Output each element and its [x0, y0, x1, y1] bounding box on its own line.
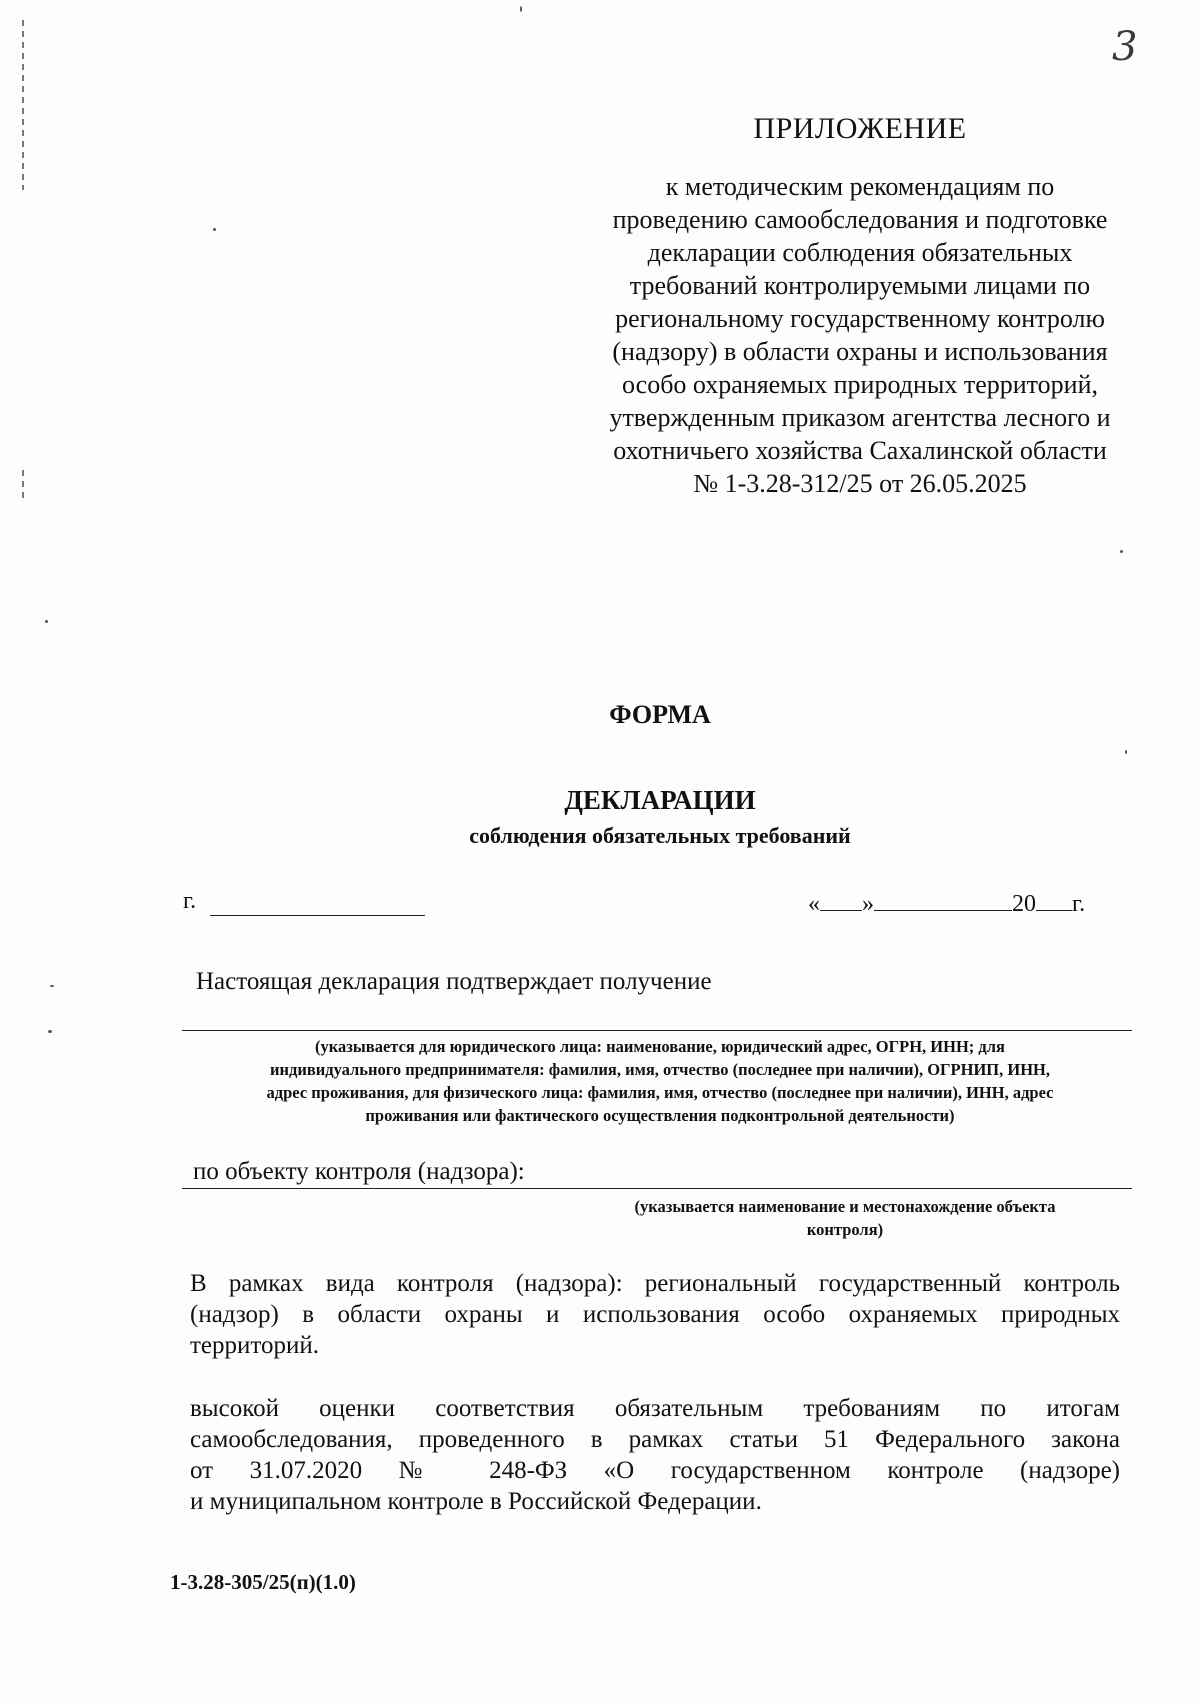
recipient-hint-line: индивидуального предпринимателя: фамилия, имя, отчество (последнее при наличии), ОГРНИП, ИНН,: [269, 1060, 1051, 1079]
date-field-row: [808, 888, 1085, 918]
page-number: 3: [1112, 24, 1138, 70]
object-hint-line: контроля): [806, 1220, 884, 1239]
appendix-line: региональному государственному контролю: [615, 304, 1105, 333]
appendix-line: (надзору) в области охраны и использования: [612, 337, 1108, 366]
declaration-subtitle: соблюдения обязательных требований: [469, 823, 851, 848]
paragraph-line: самообследования, проведенного в рамках статьи 51 Федерального закона: [190, 1426, 1120, 1453]
form-title: ФОРМА: [609, 700, 711, 729]
binder-marks: [22, 20, 24, 190]
recipient-hint: [190, 1035, 1130, 1127]
object-hint-line: (указывается наименование и местонахождение объекта: [634, 1197, 1056, 1216]
declaration-title: ДЕКЛАРАЦИИ: [564, 785, 756, 815]
date-year-suffix: г.: [1072, 891, 1086, 917]
paragraph-line: и муниципальном контроле в Российской Федерации.: [190, 1488, 762, 1515]
object-label: по объекту контроля (надзора):: [193, 1158, 525, 1185]
scan-speck: [48, 1030, 52, 1033]
appendix-title: ПРИЛОЖЕНИЕ: [753, 112, 967, 145]
appendix-line: утвержденным приказом агентства лесного и: [609, 403, 1111, 432]
object-hint: [585, 1195, 1105, 1241]
scan-speck: [520, 6, 522, 12]
scan-speck: [1120, 550, 1123, 553]
appendix-line: № 1-3.28-312/25 от 26.05.2025: [693, 469, 1027, 498]
paragraph-line: высокой оценки соответствия обязательным требованиям по итогам: [190, 1395, 1120, 1422]
scan-speck: [50, 985, 54, 987]
date-month-field[interactable]: [874, 888, 1012, 911]
intro-text: Настоящая декларация подтверждает получение: [196, 968, 712, 995]
appendix-description: [560, 170, 1160, 500]
date-year-prefix: 20: [1012, 891, 1036, 917]
appendix-line: декларации соблюдения обязательных: [647, 238, 1073, 267]
scan-speck: [213, 228, 216, 231]
recipient-hint-line: (указывается для юридического лица: наименование, юридический адрес, ОГРН, ИНН; для: [315, 1037, 1005, 1056]
paragraph-line: В рамках вида контроля (надзора): региональный государственный контроль: [190, 1270, 1120, 1297]
paragraph-line: от 31.07.2020 № 248-ФЗ «О государственном контроле (надзоре): [190, 1457, 1120, 1484]
scan-speck: [45, 620, 48, 623]
date-year-field[interactable]: [1036, 888, 1072, 911]
assessment-paragraph: [190, 1393, 1120, 1517]
scan-speck: [1125, 750, 1127, 754]
city-field[interactable]: [210, 915, 425, 916]
appendix-line: проведению самообследования и подготовке: [612, 205, 1108, 234]
recipient-hint-line: адрес проживания, для физического лица: фамилия, имя, отчество (последнее при наличии), ИНН, адрес: [266, 1083, 1054, 1102]
binder-marks: [22, 470, 24, 500]
recipient-field[interactable]: [182, 1030, 1132, 1031]
appendix-line: охотничьего хозяйства Сахалинской области: [613, 436, 1107, 465]
date-close-quote: »: [862, 891, 874, 917]
city-label: г.: [183, 888, 197, 914]
document-code: 1-3.28-305/25(п)(1.0): [170, 1570, 356, 1594]
object-field[interactable]: [182, 1188, 1132, 1189]
appendix-line: к методическим рекомендациям по: [665, 172, 1055, 201]
date-open-quote: «: [808, 891, 820, 917]
paragraph-line: (надзор) в области охраны и использования особо охраняемых природных: [190, 1301, 1120, 1328]
appendix-line: особо охраняемых природных территорий,: [622, 370, 1098, 399]
date-day-field[interactable]: [820, 888, 862, 911]
recipient-hint-line: проживания или фактического осуществления подконтрольной деятельности): [365, 1106, 955, 1125]
appendix-line: требований контролируемыми лицами по: [629, 271, 1091, 300]
paragraph-line: территорий.: [190, 1332, 320, 1359]
control-type-paragraph: [190, 1268, 1120, 1361]
